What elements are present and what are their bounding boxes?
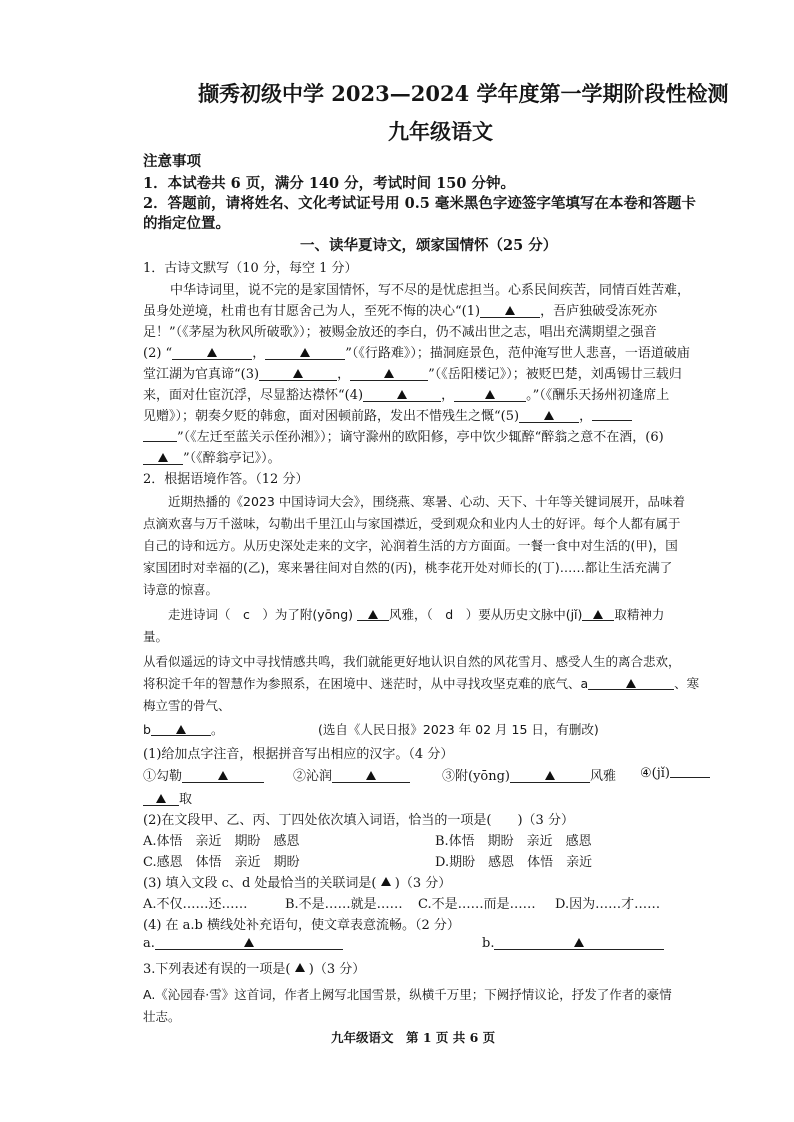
- q2-sub1-items: [143, 765, 264, 784]
- q3-option-a-line2: 壮志。: [143, 1009, 181, 1024]
- triangle-marker-icon: [593, 610, 603, 619]
- q2-passage-6-mid: 风雅，（ d ）要从历史文脉中(jǐ): [389, 607, 583, 622]
- triangle-marker-icon: [156, 794, 166, 803]
- answer-blank-gouler[interactable]: [182, 770, 264, 783]
- section-1-heading: 一、读华夏诗文，颂家国情怀（25 分）: [300, 237, 558, 254]
- q2-sub1-items-2: [293, 765, 410, 784]
- q2-sub3-option-a[interactable]: A.不仅……还……: [143, 897, 248, 912]
- q2-sub1-items-3: [442, 765, 616, 784]
- q2-sub3-option-b[interactable]: B.不是……就是……: [285, 897, 403, 912]
- answer-blank-2a[interactable]: [172, 347, 252, 360]
- q1-line-9-text: ”（《醉翁亭记》）。: [183, 451, 281, 466]
- q2-passage-8: 从看似遥远的诗文中寻找情感共鸣，我们就能更好地认识自然的风花雪月、感受人生的离合悲欢，: [143, 654, 681, 669]
- q2-stem: 2．根据语境作答。（12 分）: [143, 472, 309, 487]
- q1-line-8-text: ”（《左迁至蓝关示侄孙湘》）；谪守滁州的欧阳修，亭中饮少辄醉“醉翁之意不在酒，(6): [177, 430, 664, 445]
- q2-sub4-a-label: a.: [143, 936, 155, 951]
- answer-blank-6[interactable]: [143, 452, 183, 465]
- q2-sub4-b-label: b.: [482, 936, 495, 951]
- q2-sub1-item-4-cont: [143, 788, 192, 807]
- exam-subtitle: 九年级语文: [388, 119, 493, 144]
- q2-sub3-option-d[interactable]: D.因为……才……: [555, 897, 661, 912]
- q2-passage-4: 家国团时对幸福的(乙)，寒来暑往间对自然的(丙)，桃李花开处对师长的(丁)……都让生活充满了: [143, 560, 673, 575]
- q2-passage-5: 诗意的惊喜。: [143, 582, 219, 597]
- triangle-marker-icon: [505, 306, 515, 315]
- q1-line-5-tail: ”（《岳阳楼记》）；被贬巴楚，刘禹锡廿三载归: [428, 367, 682, 382]
- answer-blank-b[interactable]: [151, 723, 211, 736]
- q2-sub3-head: (3) 填入文段 c、d 处最恰当的关联词是(: [143, 876, 377, 891]
- answer-blank-1[interactable]: [480, 305, 540, 318]
- q1-line-7: 见赠》）；朝奏夕贬的韩愈，面对困顿前路，发出不惜残生之慨“(5) ，: [143, 405, 632, 424]
- q1-line-6-head: 来，面对仕宦沉浮，尽显豁达襟怀“(4): [143, 388, 364, 403]
- answer-blank-5b-start[interactable]: [592, 408, 632, 421]
- q2-sub3-option-c[interactable]: C.不是……而是……: [418, 897, 536, 912]
- q1-line-6-tail: 。”（《酬乐天扬州初逢席上: [526, 388, 670, 403]
- q1-line-5: 堂江湖为官真谛“(3) ， ”（《岳阳楼记》）；被贬巴楚，刘禹锡廿三载归: [143, 367, 682, 382]
- q3-option-a-line1[interactable]: A.《沁园春·雪》这首词，作者上阙写北国雪景，纵横千万里；下阙抒情议论，抒发了作者的豪情: [143, 987, 672, 1002]
- q2-passage-6: [168, 605, 664, 623]
- answer-blank-jiqu[interactable]: [143, 793, 179, 806]
- triangle-marker-icon: [368, 610, 378, 619]
- q2-passage-11-label: b: [143, 722, 151, 737]
- q2-sub1-item-4: ④(jǐ): [640, 766, 670, 781]
- triangle-marker-icon: [544, 411, 554, 420]
- q2-sub4-b: [482, 936, 664, 951]
- q2-passage-2: 点滴欢喜与万千滋味，勾勒出千里江山与家国襟近，受到观众和业内人士的好评。每个人都有属于: [143, 516, 681, 531]
- q1-line-9: [143, 447, 281, 466]
- q1-stem: 1．古诗文默写（10 分，每空 1 分）: [143, 261, 358, 276]
- exam-title: 撷秀初级中学 2023—2024 学年度第一学期阶段性检测: [198, 81, 729, 106]
- q2-option-a[interactable]: A.体悟 亲近 期盼 感恩: [143, 834, 300, 849]
- q1-line-5-head: 堂江湖为官真谛“(3): [143, 367, 260, 382]
- answer-blank-5a[interactable]: [519, 410, 579, 423]
- q1-line-2: [143, 300, 657, 319]
- answer-blank-sub4-a[interactable]: [155, 937, 343, 950]
- q2-passage-9-head: 将积淀千年的智慧作为参照系，在困境中、迷茫时，从中寻找攻坚克难的底气、a: [143, 676, 589, 691]
- q2-source: (选自《人民日报》2023 年 02 月 15 日，有删改): [318, 722, 599, 737]
- q2-passage-7: 量。: [143, 629, 169, 644]
- answer-blank-a[interactable]: [588, 677, 674, 690]
- triangle-marker-icon: [485, 390, 495, 399]
- q2-sub1-items-4: [640, 765, 710, 781]
- q2-passage-6-head: 走进诗词（ c ）为了附(yōng): [168, 607, 354, 622]
- triangle-marker-icon: [295, 963, 305, 972]
- triangle-marker-icon: [626, 679, 636, 688]
- notice-item-2a: 2．答题前，请将姓名、文化考试证号用 0.5 毫米黑色字迹签字笔填写在本卷和答题卡: [143, 195, 696, 212]
- q3-stem: [143, 958, 365, 977]
- q2-sub1-item-4-tail: 取: [179, 792, 193, 807]
- q1-line-4-head: (2) “: [143, 346, 173, 361]
- answer-blank-qinrun[interactable]: [332, 770, 410, 783]
- q2-option-b[interactable]: B.体悟 期盼 亲近 感恩: [435, 834, 592, 849]
- q2-option-d[interactable]: D.期盼 感恩 体悟 亲近: [435, 855, 593, 870]
- q2-sub3-tail: )（3 分）: [394, 876, 452, 891]
- q2-passage-11: [143, 720, 223, 738]
- answer-blank-4b[interactable]: [454, 389, 526, 402]
- q2-option-c[interactable]: C.感恩 体悟 亲近 期盼: [143, 855, 300, 870]
- q1-line-4: (2) “ ， ”（《行路难》）；描洞庭景色，范仲淹写世人悲喜，一语道破庙: [143, 346, 690, 361]
- q2-sub1-item-3-tail: 风雅: [590, 769, 617, 784]
- q2-sub1-item-1: ①勾勒: [143, 769, 183, 784]
- triangle-marker-icon: [366, 771, 376, 780]
- answer-blank-fuyong[interactable]: [510, 770, 590, 783]
- q1-line-2-text: 虽身处逆境，杜甫也有甘愿舍己为人，至死不悔的决心“(1): [143, 304, 481, 319]
- q2-passage-9-tail: 、寒: [674, 676, 700, 691]
- q3-stem-tail: )（3 分）: [308, 962, 366, 977]
- q3-stem-head: 3.下列表述有误的一项是(: [143, 962, 291, 977]
- answer-blank-3a[interactable]: [259, 368, 337, 381]
- triangle-marker-icon: [244, 938, 254, 947]
- q1-line-2-tail: ，吾庐独破受冻死亦: [540, 304, 658, 319]
- triangle-marker-icon: [381, 877, 391, 886]
- q2-sub1: (1)给加点字注音，根据拼音写出相应的汉字。（4 分）: [143, 747, 454, 762]
- answer-blank-ji[interactable]: [582, 608, 614, 621]
- triangle-marker-icon: [574, 938, 584, 947]
- notice-heading: 注意事项: [143, 153, 201, 170]
- answer-blank-3b[interactable]: [350, 368, 428, 381]
- q1-line-3: 足！”（《茅屋为秋风所破歌》）；被赐金放还的李白，仍不减出世之志，唱出充满期望之强音: [143, 325, 657, 340]
- q2-sub4-a: [143, 936, 343, 951]
- triangle-marker-icon: [293, 369, 303, 378]
- triangle-marker-icon: [397, 390, 407, 399]
- answer-blank-yong[interactable]: [357, 608, 389, 621]
- q2-sub1-item-2: ②沁润: [293, 769, 333, 784]
- q1-line-8: [143, 426, 664, 445]
- q2-passage-3: 自己的诗和远方。从历史深处走来的文字，沁润着生活的方方面面。一餐一食中对生活的(甲)，国: [143, 538, 678, 553]
- triangle-marker-icon: [176, 725, 186, 734]
- q2-passage-6-tail: 取精神力: [614, 607, 665, 622]
- q2-sub2: (2)在文段甲、乙、丙、丁四处依次填入词语，恰当的一项是( )（3 分）: [143, 813, 574, 828]
- triangle-marker-icon: [545, 771, 555, 780]
- answer-blank-sub4-b[interactable]: [494, 937, 664, 950]
- triangle-marker-icon: [207, 348, 217, 357]
- q2-passage-1: 近期热播的《2023 中国诗词大会》，围绕燕、寒暑、心动、天下、十年等关键词展开，品味着: [168, 494, 686, 509]
- answer-blank-5b[interactable]: [143, 429, 177, 442]
- triangle-marker-icon: [218, 771, 228, 780]
- q2-passage-9: [143, 674, 699, 692]
- q1-line-7-head: 见赠》）；朝奏夕贬的韩愈，面对困顿前路，发出不惜残生之慨“(5): [143, 409, 520, 424]
- q1-line-4-tail: ”（《行路难》）；描洞庭景色，范仲淹写世人悲喜，一语道破庙: [345, 346, 690, 361]
- q2-sub3: [143, 872, 451, 891]
- q2-sub1-item-3: ③附(yōng): [442, 769, 511, 784]
- q2-passage-11-end: 。: [210, 722, 224, 737]
- notice-item-1: 1．本试卷共 6 页，满分 140 分，考试时间 150 分钟。: [143, 175, 515, 192]
- answer-blank-4a[interactable]: [363, 389, 441, 402]
- q1-line-1: 中华诗词里，说不完的是家国情怀，写不尽的是忧虑担当。心系民间疾苦，同情百姓苦难，: [170, 283, 691, 298]
- triangle-marker-icon: [158, 453, 168, 462]
- page-footer: 九年级语文 第 1 页 共 6 页: [331, 1030, 496, 1045]
- q2-passage-10: 梅立雪的骨气、: [143, 698, 231, 713]
- answer-blank-2b[interactable]: [265, 347, 345, 360]
- triangle-marker-icon: [384, 369, 394, 378]
- notice-item-2b: 的指定位置。: [143, 215, 230, 232]
- q1-line-6: 来，面对仕宦沉浮，尽显豁达襟怀“(4) ， 。”（《酬乐天扬州初逢席上: [143, 388, 670, 403]
- answer-blank-jiqu-start[interactable]: [670, 765, 710, 778]
- q2-sub4: (4) 在 a.b 横线处补充语句，使文章表意流畅。（2 分）: [143, 918, 460, 933]
- triangle-marker-icon: [300, 348, 310, 357]
